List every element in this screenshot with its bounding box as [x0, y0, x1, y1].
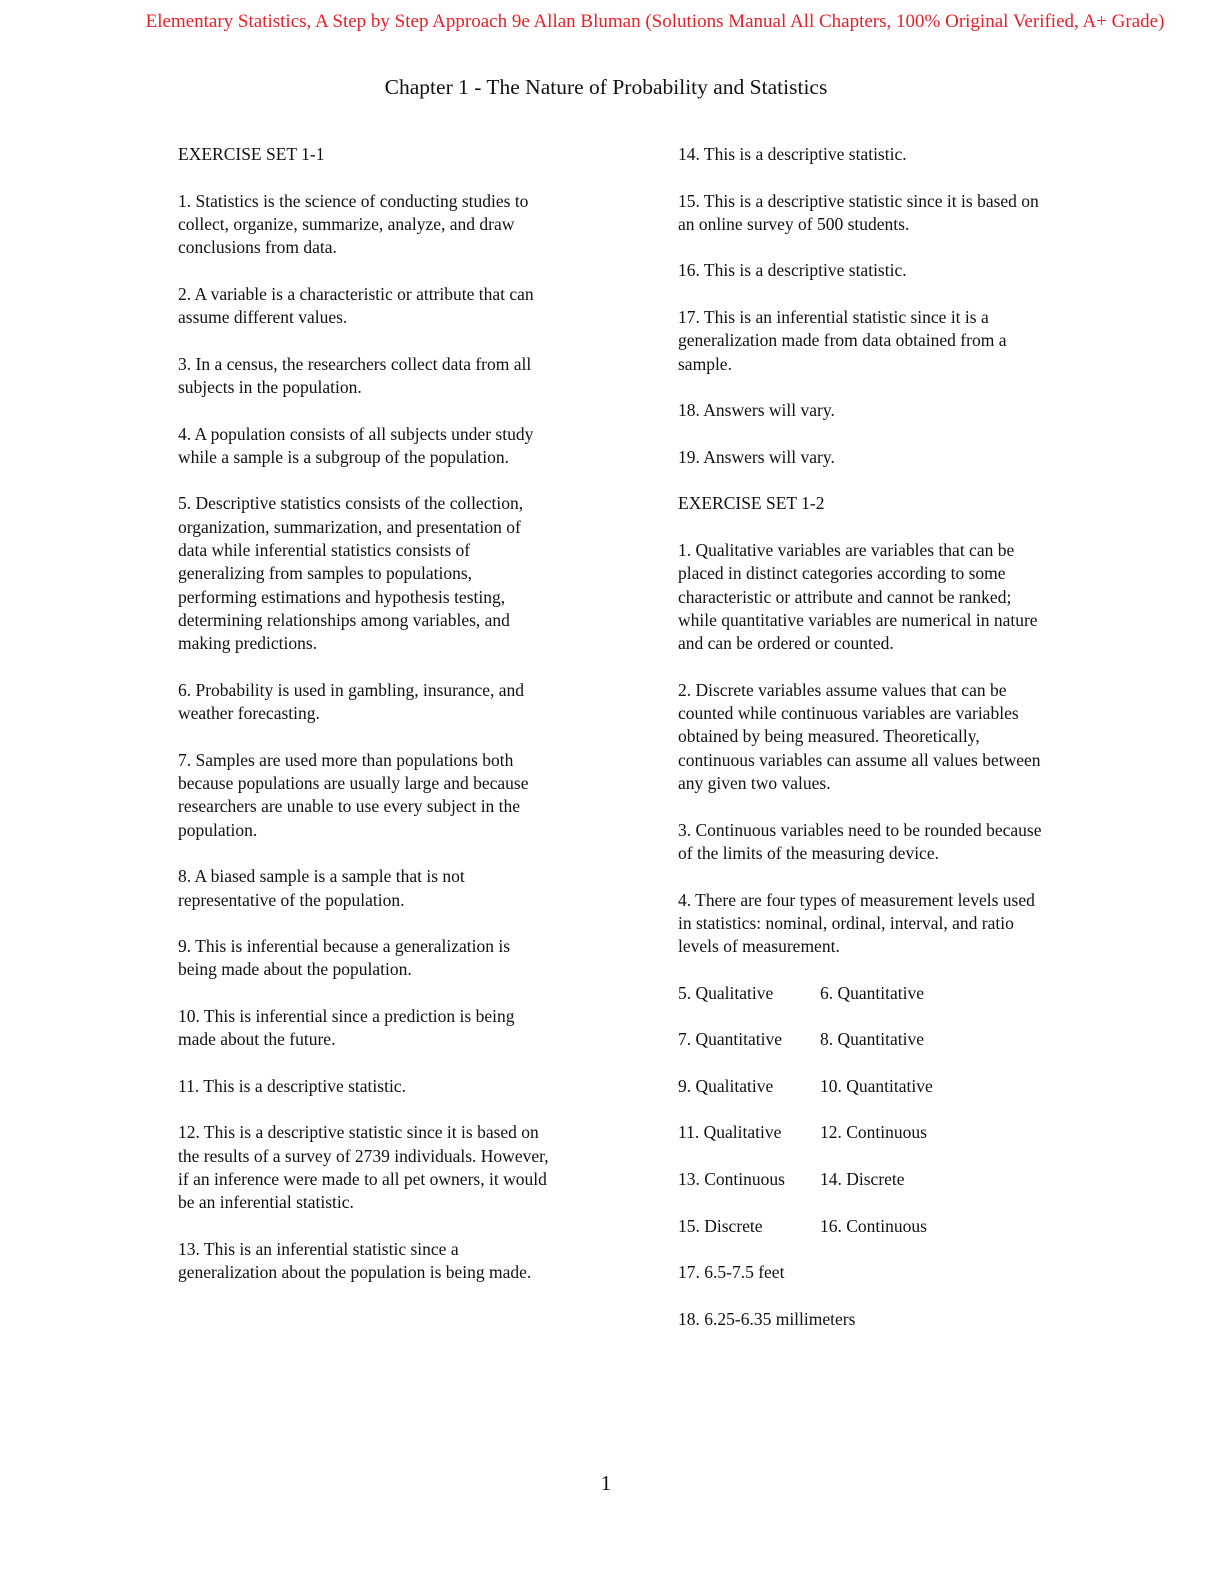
- answer-item: 16. This is a descriptive statistic.: [678, 260, 907, 281]
- answer-item: 18. 6.25-6.35 millimeters: [678, 1308, 856, 1329]
- answer-pair-row: [678, 1168, 1048, 1191]
- answer-pair-left: 5. Qualitative: [678, 982, 774, 1003]
- answer-item: 1. Qualitative variables are variables that can be placed in distinct categories according to some characteristic or attribute and cannot be ranked; while quantitative variables are numerical in nature and can be ordered or counted.: [678, 540, 1038, 654]
- answer-item: 3. In a census, the researchers collect data from all subjects in the population.: [178, 353, 532, 397]
- answer-item: 4. There are four types of measurement levels used in statistics: nominal, ordinal, interval, and ratio levels of measurement.: [678, 889, 1035, 957]
- answer-item: 7. Samples are used more than populations both because populations are usually large and because researchers are unable to use every subject in the population.: [178, 749, 529, 840]
- answer-item: 12. This is a descriptive statistic since it is based on the results of a survey of 2739 individuals. However, if an inference were made to all pet owners, it would be an inferential statistic.: [178, 1122, 549, 1213]
- answer-item: 19. Answers will vary.: [678, 446, 835, 467]
- page-number: 1: [600, 1471, 612, 1495]
- answer-item: 8. A biased sample is a sample that is not representative of the population.: [178, 866, 465, 910]
- answer-item: 2. A variable is a characteristic or attribute that can assume different values.: [178, 283, 534, 328]
- answer-pair-right: 14. Discrete: [820, 1169, 905, 1190]
- answer-pair-right: 12. Continuous: [820, 1122, 927, 1143]
- answer-pair-right: 16. Continuous: [820, 1215, 927, 1236]
- answer-item: 17. This is an inferential statistic since it is a generalization made from data obtained from a sample.: [678, 307, 1007, 374]
- answer-item: 9. This is inferential because a generalization is being made about the population.: [178, 936, 511, 980]
- answer-item: 15. This is a descriptive statistic since it is based on an online survey of 500 students.: [678, 190, 1039, 234]
- chapter-title: Chapter 1 - The Nature of Probability and Statistics: [384, 75, 828, 99]
- answer-pair-left: 15. Discrete: [678, 1215, 763, 1236]
- answer-pair-row: [678, 1121, 1048, 1144]
- answer-pair-row: [678, 1028, 1048, 1051]
- answer-item: 4. A population consists of all subjects under study while a sample is a subgroup of the population.: [178, 423, 534, 467]
- answer-item: 3. Continuous variables need to be rounded because of the limits of the measuring device.: [678, 819, 1042, 863]
- answer-pair-right: 6. Quantitative: [820, 982, 925, 1003]
- answer-item: 1. Statistics is the science of conducting studies to collect, organize, summarize, analyze, and draw conclusions from data.: [178, 190, 529, 258]
- answer-pair-row: [678, 1215, 1048, 1238]
- exercise-set-heading: EXERCISE SET 1-1: [178, 144, 325, 164]
- answer-pair-left: 7. Quantitative: [678, 1029, 783, 1050]
- answer-item: 10. This is inferential since a prediction is being made about the future.: [178, 1005, 515, 1050]
- right-column: [678, 143, 1048, 1354]
- answer-pair-right: 8. Quantitative: [820, 1029, 925, 1050]
- answer-item: 17. 6.5-7.5 feet: [678, 1262, 785, 1283]
- answer-item: 2. Discrete variables assume values that can be counted while continuous variables are variables obtained by being measured. Theoretically, continuous variables can assume all values between any given two values.: [678, 679, 1041, 794]
- answer-item: 6. Probability is used in gambling, insurance, and weather forecasting.: [178, 679, 525, 724]
- answer-pair-left: 13. Continuous: [678, 1169, 785, 1190]
- answer-pair-right: 10. Quantitative: [820, 1075, 933, 1096]
- answer-pair-row: [678, 1075, 1048, 1098]
- answer-pair-row: [678, 982, 1048, 1005]
- left-column: [178, 143, 553, 1308]
- answer-item: 14. This is a descriptive statistic.: [678, 144, 907, 164]
- answer-pair-left: 9. Qualitative: [678, 1075, 774, 1096]
- answer-pair-left: 11. Qualitative: [678, 1122, 782, 1143]
- answer-item: 11. This is a descriptive statistic.: [178, 1075, 406, 1096]
- watermark-banner: Elementary Statistics, A Step by Step Approach 9e Allan Bluman (Solutions Manual All Chapters, 100% Original Verified, A+ Grade): [145, 11, 1165, 32]
- answer-item: 13. This is an inferential statistic since a generalization about the population is being made.: [178, 1238, 532, 1283]
- exercise-set-heading: EXERCISE SET 1-2: [678, 493, 825, 514]
- answer-item: 18. Answers will vary.: [678, 400, 835, 421]
- answer-item: 5. Descriptive statistics consists of the collection, organization, summarization, and presentation of data while inferential statistics consists of generalizing from samples to populations, performing estimations and hypothesis testing, determining relationships among variables, and making predictions.: [178, 493, 524, 654]
